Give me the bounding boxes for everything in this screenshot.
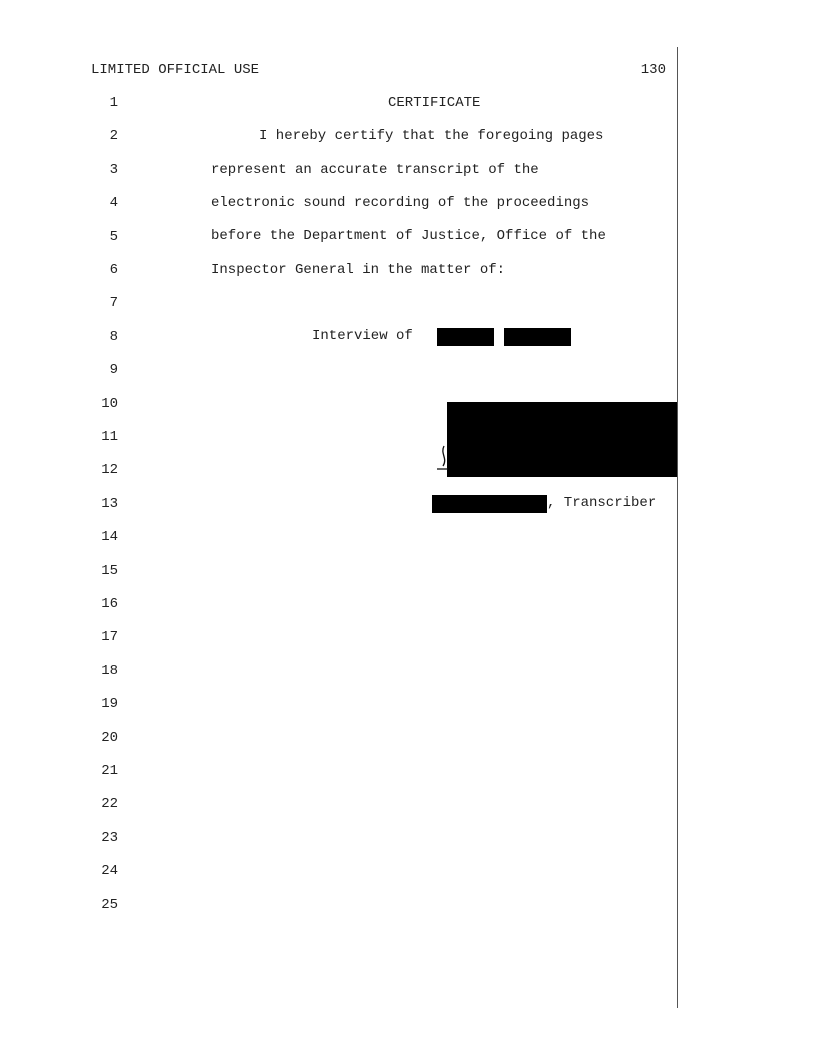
interview-label: Interview of — [312, 328, 413, 344]
margin-rule — [677, 47, 678, 1008]
line-number: 6 — [109, 262, 118, 278]
certification-line-5: before the Department of Justice, Office of the — [211, 228, 606, 244]
line-number: 5 — [109, 228, 118, 245]
line-number: 19 — [101, 696, 118, 713]
certificate-title: CERTIFICATE — [388, 95, 481, 111]
line-number: 8 — [109, 328, 118, 345]
line-number: 16 — [101, 596, 118, 612]
certification-line-4: electronic sound recording of the proceedings — [211, 195, 590, 211]
redaction-first-name — [437, 328, 494, 346]
line-number: 24 — [101, 863, 118, 880]
classification-header: LIMITED OFFICIAL USE — [91, 62, 260, 78]
line-number: 12 — [101, 462, 118, 479]
line-number: 3 — [109, 161, 118, 178]
redaction-transcriber-name — [432, 495, 547, 513]
line-number: 4 — [109, 195, 118, 212]
certification-line-6: Inspector General in the matter of: — [211, 262, 506, 278]
line-number: 17 — [101, 629, 118, 646]
line-number: 15 — [101, 562, 118, 579]
certification-line-3: represent an accurate transcript of the — [211, 162, 539, 178]
line-number: 9 — [109, 362, 118, 379]
line-number: 18 — [101, 662, 118, 679]
page-number: 130 — [640, 62, 666, 78]
line-number: 20 — [101, 729, 118, 746]
transcriber-label: , Transcriber — [547, 495, 657, 511]
line-number: 7 — [109, 295, 118, 312]
line-number: 14 — [101, 529, 118, 546]
line-number: 25 — [101, 896, 118, 913]
line-number: 10 — [101, 395, 118, 412]
line-number: 2 — [109, 128, 118, 145]
line-number: 11 — [101, 429, 118, 445]
line-number: 23 — [101, 829, 118, 846]
redaction-signature-block — [447, 402, 677, 477]
line-number: 21 — [101, 763, 118, 779]
redaction-last-name — [504, 328, 571, 346]
line-number: 1 — [109, 95, 118, 111]
certification-line-2: I hereby certify that the foregoing pages — [259, 128, 604, 144]
line-number: 22 — [101, 796, 118, 813]
line-number: 13 — [101, 495, 118, 512]
signature-fragment — [436, 440, 450, 474]
